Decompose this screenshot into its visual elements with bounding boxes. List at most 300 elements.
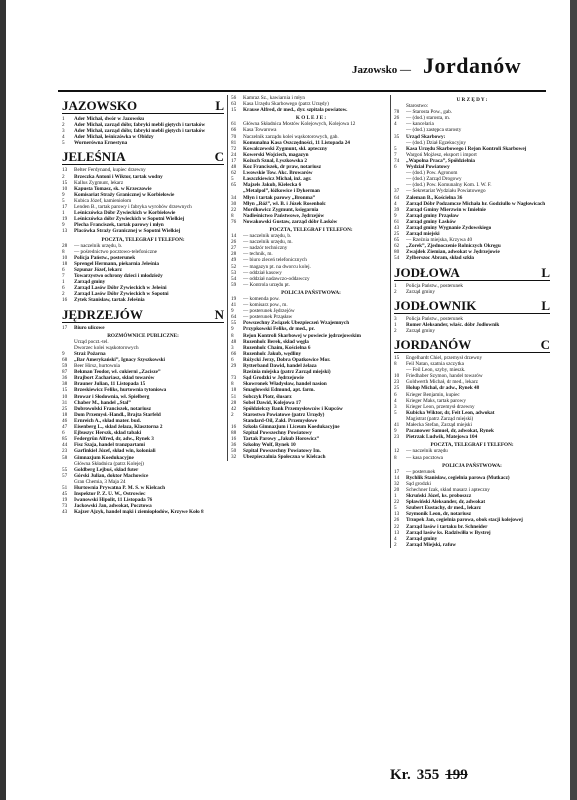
entry-text: — naczelnik urzędu, m.: [243, 239, 293, 246]
directory-entry: [394, 434, 550, 440]
entry-text: Szpunar Józef, lekarz: [74, 266, 122, 273]
entry-number: 9: [62, 350, 65, 357]
entry-number: 30: [231, 200, 237, 207]
header-rule: [58, 90, 546, 92]
directory-entry: [62, 509, 224, 515]
town-heading: [394, 298, 550, 314]
entry-number: 5: [231, 176, 234, 183]
section-heading: POCZTA, TELEGRAF I TELEFON:: [269, 226, 353, 233]
entry-number: 62: [394, 243, 400, 250]
footer-prefix: Kr.: [390, 767, 411, 783]
entry-number: 5: [62, 197, 65, 204]
entry-text: Szpital Powszechny Powiatowy: [243, 430, 312, 437]
entry-number: 26: [231, 239, 237, 246]
entry-number: 34: [231, 194, 237, 201]
entry-text: „Metalpol”, łóżkowice i Dykerman: [243, 188, 320, 195]
entry-text: Ubezpieczalnia Społeczna w Kielcach: [243, 454, 326, 461]
entry-number: 17: [62, 204, 68, 211]
entry-text: Kowalczewski Zygmunt, skł. apteczny: [243, 145, 328, 152]
entry-text: Standard-Oil, Zakł. Przemysłowe: [243, 417, 318, 424]
entry-number: 19: [231, 296, 237, 302]
entry-number: 13: [62, 167, 68, 174]
entry-number: 19: [62, 497, 68, 504]
entry-number: 16: [62, 297, 68, 304]
entry-number: 8: [231, 212, 234, 219]
town-name: JAZOWSKO: [62, 98, 138, 113]
entry-number: 8: [394, 361, 397, 368]
entry-text: Towarzystwo ochrony dzieci i młodzieży: [74, 273, 163, 280]
entry-number: 2: [394, 288, 397, 295]
entry-text: Skowronek Władysław, handel nasion: [243, 381, 327, 388]
entry-number: 4: [394, 535, 397, 542]
entry-number: 2: [394, 541, 397, 548]
column-1: [62, 95, 224, 515]
entry-number: 51: [231, 393, 237, 400]
entry-text: Kubicka Wiktor, dr, Feit Leon, adwokat: [406, 409, 495, 416]
entry-text: Zarząd lasów i tartaku br. Schneider: [406, 523, 488, 530]
entry-text: Zarząd Lasów Dóbr Żywieckich w Jeleśni: [74, 285, 167, 292]
entry-number: 28: [231, 399, 237, 406]
entry-text: — naczelnik urzędu, b.: [243, 233, 292, 240]
entry-number: 5: [62, 140, 65, 147]
entry-text: Ader Michał, zarząd dóbr, fabryki mebli giętych i tartaków: [74, 128, 206, 135]
entry-text: Chaber M., handel „Stal”: [74, 399, 131, 406]
entry-text: — Feil Leon, szyby, mieszk.: [406, 367, 466, 374]
entry-number: 1: [394, 282, 397, 289]
entry-text: — naczelnik urzędu, b.: [74, 242, 123, 249]
entry-number: 9: [394, 428, 397, 435]
entry-number: 9: [62, 191, 65, 198]
entry-number: 7: [394, 151, 397, 158]
entry-number: 8: [231, 332, 234, 339]
entry-text: Eisenberg L., skład żelaza, Klasztorna 2: [74, 424, 163, 431]
entry-text: Małecka Stefan, Zarząd miejski: [406, 422, 472, 429]
entry-text: Kasa Towarowa: [243, 127, 277, 134]
entry-number: 17: [62, 324, 68, 331]
entry-number: 8: [394, 454, 397, 461]
entry-text: Policja Państw., posterunek: [406, 315, 464, 322]
entry-text: Szkolny Wolf, Rynek 10: [243, 442, 296, 449]
entry-number: 24: [231, 151, 237, 158]
entry-number: 9: [62, 222, 65, 229]
entry-text: — oddział nadawczo-oddawczy: [243, 275, 310, 282]
town-name: JĘDRZEJÓW: [62, 306, 143, 322]
entry-text: Skruński Józef, ks. proboszcz: [406, 493, 472, 500]
entry-text: Leśniczówka Dóbr Żywieckich w Korbielowie: [74, 210, 176, 217]
entry-text: Mordkowicz Zygmunt, księgarnia: [243, 206, 319, 213]
entry-text: „Zorek”, Zjednoczenie Rolniczych Okręgu: [406, 243, 501, 250]
entry-text: — komenda pow.: [243, 296, 280, 302]
town-name: JODŁOWA: [394, 264, 460, 280]
entry-number: 46: [62, 417, 68, 424]
entry-number: 9: [394, 212, 397, 219]
town-name: JELEŚNIA: [62, 149, 126, 165]
entry-number: 74: [394, 157, 400, 164]
entry-text: Sobczyk Piotr, ślusarz: [243, 393, 292, 400]
entry-number: 4: [394, 121, 397, 128]
entry-text: — nadzór techniczny: [243, 245, 288, 252]
entry-text: Zarząd gminy Wygnanie Zydowskiego: [406, 224, 492, 231]
entry-number: 1: [62, 210, 65, 217]
entry-text: Brauner Julian, 11 Listopada 15: [74, 381, 146, 388]
entry-text: Pacanower Samuel, dr, adwokat, Rynek: [406, 428, 494, 435]
entry-number: 18: [62, 260, 68, 267]
entry-number: 25: [62, 405, 68, 412]
directory-entry: [394, 328, 550, 334]
entry-text: Zytek Stanisław, tartak Jeleśnia: [74, 297, 145, 304]
entry-text: Przypkowski Feliks, dr med., pr.: [243, 326, 315, 333]
entry-number: 16: [231, 423, 237, 430]
entry-text: Szpital Powszechny Powiatowy Im.: [243, 448, 321, 455]
entry-text: Rozenholc Chaim, Kościelna 6: [243, 344, 311, 351]
entry-number: 2: [394, 327, 397, 334]
entry-text: Engelhardt Chiel, przemysł drzewny: [406, 355, 483, 361]
entry-number: 52: [231, 263, 237, 270]
entry-number: 80: [394, 249, 400, 256]
entry-text: — Starosta Pow., gab.: [406, 109, 453, 116]
entry-number: 73: [62, 503, 68, 510]
entry-number: 66: [231, 350, 237, 357]
entry-text: — komisarz pow., m.: [243, 302, 288, 309]
entry-number: 68: [62, 357, 68, 363]
town-heading: [62, 98, 224, 114]
directory-entry: [394, 542, 550, 548]
entry-text: Dobrowolski Franciszek, notariusz: [74, 405, 151, 412]
entry-text: Rozenholc Jakub, wędliny: [243, 350, 302, 357]
entry-text: — posterunek Jędrzejów: [243, 308, 295, 315]
entry-text: Federgrün Alfred, dr, adw., Rynek 3: [74, 436, 154, 443]
entry-number: 55: [62, 466, 68, 473]
entry-text: Iwanowski Hipolit, 11 Listopada 76: [74, 497, 153, 504]
directory-entry: [231, 107, 391, 113]
entry-text: Ejbuszyc Herszk, skład tabaki: [74, 430, 142, 437]
entry-number: 4: [394, 397, 397, 404]
entry-number: 25: [394, 231, 400, 238]
entry-number: 10: [62, 254, 68, 261]
entry-text: Feil Natan, szatnia szczytka: [406, 361, 464, 368]
entry-text: Komunalna Kasa Oszczędności, 11 Listopada 24: [243, 139, 350, 146]
entry-text: Zaleman B., Kościelna 36: [406, 194, 463, 201]
entry-text: Główna Składnica (patrz Kolejej): [74, 460, 144, 467]
entry-number: 2: [62, 173, 65, 180]
entry-number: 87: [62, 369, 68, 376]
entry-text: Pietrzak Ludwik, Matejowa 104: [406, 434, 478, 441]
entry-text: Garfinkiel Józef, skład win, koloniali: [74, 448, 156, 455]
entry-text: Zarząd lasów ks. Radziwiłła w Bystrej: [406, 529, 491, 536]
directory-entry: [394, 255, 550, 261]
entry-text: — technik, m.: [243, 251, 273, 258]
entry-number: 1: [62, 116, 65, 122]
entry-number: 6: [231, 356, 234, 363]
entry-number: 43: [394, 224, 400, 231]
entry-number: 64: [231, 314, 237, 321]
entry-number: 42: [231, 405, 237, 412]
entry-text: Kamraz Sz., kawiarnia i młyn: [243, 95, 305, 101]
entry-number: 56: [231, 95, 237, 101]
section-heading: ROZMÓWNICE PUBLICZNE:: [107, 332, 179, 339]
entry-number: 66: [231, 127, 237, 134]
entry-number: 16: [231, 436, 237, 443]
entry-number: 17: [231, 157, 237, 164]
entry-text: Sprengel Hermann, piekarnia Jeleśnia: [74, 260, 159, 267]
entry-number: 31: [62, 399, 68, 406]
entry-number: 41: [231, 302, 237, 309]
entry-text: Szkoła Gimnazjum i Liceum Koedukacyjne: [243, 423, 340, 430]
entry-text: Spławiński Aleksander, dr, adwokat: [406, 499, 486, 506]
entry-text: Ader Michał, leśniczówka w Obidzy: [74, 134, 154, 141]
entry-number: 28: [62, 242, 68, 249]
entry-number: 10: [62, 185, 68, 192]
entry-text: Zarząd Dóbr Podzamcze Michała hr. Godziullo w Nagłowicach: [406, 200, 546, 207]
entry-text: Urząd Skarbowy:: [406, 133, 446, 140]
entry-number: 41: [394, 422, 400, 429]
town-letter: L: [541, 297, 550, 313]
entry-text: Łaszczkiewicz Michał, inż. agr.: [243, 176, 312, 183]
entry-number: 32: [231, 454, 237, 461]
scan-edge-left: [0, 0, 6, 800]
entry-number: 5: [394, 505, 397, 512]
entry-number: 4: [62, 134, 65, 141]
entry-text: — oddział kasowy: [243, 269, 282, 276]
entry-text: Sąd grodzki: [406, 480, 431, 487]
entry-text: Główna Składnica Mostów Kolejowych, Kolejowa 12: [243, 121, 356, 128]
entry-text: Ernreich A., skład mater. bud.: [74, 417, 141, 424]
entry-number: 8: [231, 381, 234, 388]
directory-entry: [62, 228, 224, 234]
entry-number: 8: [62, 248, 65, 255]
entry-number: 9: [231, 308, 234, 315]
entry-text: Zarząd gminy: [406, 327, 435, 334]
directory-entry: [394, 455, 550, 461]
directory-entry: [231, 282, 391, 288]
entry-number: 14: [231, 233, 237, 240]
entry-number: 28: [231, 251, 237, 258]
entry-number: 48: [231, 338, 237, 345]
entry-text: — Sekretariat Wydziału Powiatowego: [406, 188, 486, 195]
entry-text: Magistrat (patrz Zarząd miejski): [406, 415, 474, 422]
entry-text: Gran Chemia, 3 Maja 24: [74, 478, 126, 485]
entry-number: 45: [62, 491, 68, 498]
entry-number: 7: [62, 273, 65, 280]
section-heading: U R Z Ę D Y :: [456, 97, 488, 103]
town-letter: L: [215, 98, 224, 113]
entry-text: Jackowski Jan, adwokat, Pocztowa: [74, 503, 152, 510]
footer-page-number: 355: [416, 767, 440, 783]
entry-number: 76: [231, 218, 237, 225]
entry-number: 53: [231, 269, 237, 276]
entry-number: 4: [394, 200, 397, 207]
entry-number: 15: [231, 107, 237, 114]
entry-text: Krieger Leon, przemysł drzewny: [406, 403, 475, 410]
entry-text: Inspektor P. Z. U. W., Ostrowiec: [74, 491, 146, 498]
entry-number: 19: [62, 216, 68, 223]
entry-text: Bekman Teodor, wł. cukierni „Zacisze”: [74, 369, 161, 376]
entry-text: Krieger Maks, tartak parowy: [406, 397, 466, 404]
entry-number: 58: [62, 454, 68, 461]
entry-number: 48: [231, 164, 237, 171]
entry-number: 25: [394, 385, 400, 392]
entry-number: 65: [394, 237, 400, 244]
entry-number: 36: [231, 442, 237, 449]
directory-entry: [62, 297, 224, 303]
entry-number: 6: [62, 266, 65, 273]
entry-text: Policja Państw., posterunek: [406, 282, 464, 289]
entry-text: Trzopek Jan, cegielnia parowa, obok stacji kolejowej: [406, 517, 523, 524]
entry-text: Ader Michał, zarząd dóbr, fabryki mebli giętych i tartaków: [74, 122, 206, 129]
entry-number: 32: [394, 480, 400, 487]
entry-text: Romer Aleksander, właśc. dóbr Jodłownik: [406, 321, 500, 328]
entry-text: „Bar Amerykański”, Ignacy Szyszkowski: [74, 357, 165, 363]
entry-number: 5: [394, 145, 397, 152]
entry-text: Fisz Szaja, handel tranzpartami: [74, 442, 145, 449]
entry-number: 17: [394, 468, 400, 475]
entry-number: 22: [394, 499, 400, 506]
column-2: [227, 95, 391, 461]
entry-text: Majzels Jakub, Kielecka 6: [243, 182, 302, 189]
entry-number: 37: [394, 188, 400, 195]
entry-text: — kasa pocztowa: [406, 454, 443, 461]
entry-text: Straż Pożarna: [74, 350, 106, 357]
entry-text: Sobel Dawid, Kolejowa 17: [243, 399, 301, 406]
entry-number: 13: [62, 228, 68, 235]
entry-text: Brajbort Zachariasz, skład towarów: [74, 375, 155, 382]
entry-number: 23: [394, 434, 400, 441]
entry-text: Policja Państw., posterunek: [74, 254, 136, 261]
entry-text: Zarząd Lasów Dóbr Żywieckich w Sopotni: [74, 291, 169, 298]
entry-text: Ader Michał, dwór w Jazowsku: [74, 116, 144, 122]
running-header-title: Jordanów: [423, 53, 522, 78]
entry-number: 26: [394, 115, 400, 122]
entry-text: — posterunek: [406, 468, 436, 475]
entry-text: Dom Przemysł.-Handl., Brajta Starfeld: [74, 411, 161, 418]
entry-number: 18: [231, 387, 237, 394]
entry-number: 1: [394, 493, 397, 500]
entry-number: 22: [231, 206, 237, 213]
entry-text: Brzeczka Antoni i Wiktor, tartak wodny: [74, 173, 163, 180]
entry-text: Zarząd gminy: [74, 279, 106, 286]
entry-number: 72: [231, 145, 237, 152]
town-name: JODŁOWNIK: [394, 297, 477, 313]
entry-number: 29: [231, 363, 237, 370]
entry-text: Schechner Izak, skład masarz i apteczny: [406, 486, 490, 493]
column-3: [390, 95, 550, 548]
entry-number: 27: [231, 245, 237, 252]
entry-text: Różycki Jerzy, Dobra Opatkowice Mor.: [243, 356, 331, 363]
entry-text: Biuro ulicowe: [74, 324, 105, 331]
entry-text: Rozenholc Berek, skład węgla: [243, 338, 309, 345]
entry-number: 6: [394, 164, 397, 171]
entry-number: 3: [231, 344, 234, 351]
town-letter: L: [541, 264, 550, 280]
entry-number: 3: [394, 315, 397, 322]
entry-text: Tartak Parowy „Jakub Horowicz”: [243, 436, 320, 443]
entry-number: 73: [231, 375, 237, 382]
entry-number: 63: [231, 101, 237, 108]
entry-number: 6: [62, 430, 65, 437]
entry-text: Dworzec kolei wąskotorowych: [74, 344, 139, 351]
entry-number: 5: [394, 409, 397, 416]
entry-number: 59: [62, 363, 68, 370]
entry-text: Zwajdek Ziemian, adwokat w Jędrzejowie: [406, 249, 500, 256]
entry-number: 22: [394, 523, 400, 530]
town-heading: [62, 307, 224, 323]
entry-text: — kancelaria: [406, 121, 434, 128]
entry-text: Goldwerth Michał, dr med., lekarz: [406, 379, 478, 386]
entry-text: Friedhaber Szymon, handel towarów: [406, 373, 483, 380]
entry-number: 70: [231, 133, 237, 140]
entry-text: Koz Franciszek, dr praw, notariusz: [243, 164, 321, 171]
entry-text: Kożuch Sznal, Łyszkowska 2: [243, 157, 307, 164]
running-header-left: Jazowsko —: [352, 64, 411, 76]
entry-text: Zarząd gminy Łasków: [406, 218, 456, 225]
entry-text: Zarząd gminy: [406, 535, 438, 542]
entry-text: Zarząd gminy Prząsław: [406, 212, 459, 219]
entry-number: 10: [62, 393, 68, 400]
entry-number: 55: [231, 320, 237, 327]
entry-text: Kallus Zygmunt, lekarz: [74, 179, 124, 186]
entry-text: Wornerówna Ernestyna: [74, 140, 128, 147]
town-heading: [62, 149, 224, 165]
entry-text: Wargoń Mojżesz, eksport i import: [406, 151, 477, 158]
entry-text: Zarząd Miejski, rafuw: [406, 541, 456, 548]
entry-number: 36: [62, 375, 68, 382]
entry-text: Rzeźnia miejska (patrz Zarząd miejski): [243, 369, 331, 376]
entry-text: — biuro zleceń telefonicznych: [243, 257, 307, 264]
directory-entry: [62, 140, 224, 146]
entry-number: 3: [62, 128, 65, 135]
entry-text: Kasa Urzędu Skarbowego (patrz Urzędy): [243, 101, 329, 108]
entry-number: 23: [394, 379, 400, 386]
entry-number: 6: [394, 391, 397, 398]
entry-text: Szymonik Leon, dr, notariusz: [406, 511, 472, 518]
section-heading: POCZTA, TELEGRAF I TELEFON:: [430, 442, 514, 449]
entry-text: Beer Hirsz, hurtownia: [74, 363, 120, 370]
entry-number: 59: [231, 281, 237, 288]
section-heading: POCZTA, TELEGRAF I TELEFON:: [101, 236, 185, 243]
entry-text: Plecha Franciszek, tartak parowy i młyn: [74, 222, 164, 229]
entry-number: 35: [394, 133, 400, 140]
entry-text: Zarząd gminy: [406, 288, 435, 295]
entry-text: Komisariat Straży Granicznej w Korbielowie: [74, 191, 175, 198]
entry-number: 9: [231, 326, 234, 333]
section-heading: K O L E J E :: [295, 115, 327, 122]
entry-text: Powszechny Związek Ubezpieczeń Wzajemnych: [243, 320, 350, 327]
entry-number: 13: [394, 529, 400, 536]
entry-text: Nowakowski Gustaw, zarząd dóbr Łasków: [243, 218, 338, 225]
entry-text: — Rzeźnia miejska, Krzywa 40: [406, 237, 473, 244]
entry-text: — (dod.) Dział Egzekucyjny: [406, 139, 466, 146]
entry-text: Zarząd miejski: [406, 231, 440, 238]
entry-text: Belter Ferdynand, kupiec drzewny: [74, 167, 146, 174]
entry-number: 44: [62, 442, 68, 449]
entry-number: 2: [231, 411, 234, 418]
directory-entry: [231, 219, 391, 225]
town-heading: [394, 337, 550, 353]
town-letter: C: [214, 149, 224, 165]
entry-text: — pośrednictwo pocztowo-telefoniczne: [74, 248, 157, 255]
entry-number: 13: [394, 511, 400, 518]
town-letter: C: [540, 337, 550, 352]
entry-text: Hurtownia Prywatna P. M. S. w Kielcach: [74, 484, 166, 491]
entry-text: Urząd poczt.-tel.: [74, 338, 109, 345]
entry-number: 2: [62, 291, 65, 298]
entry-text: Rytterband Dawid, handel żelaza: [243, 363, 317, 370]
entry-number: 39: [394, 206, 400, 213]
entry-number: 65: [231, 182, 237, 189]
entry-text: „Wapolna Praca”, Spółdzielnia: [406, 157, 476, 164]
entry-text: Holup Michał, dr adw., Rynek 48: [406, 385, 480, 392]
entry-number: 2: [62, 122, 65, 129]
